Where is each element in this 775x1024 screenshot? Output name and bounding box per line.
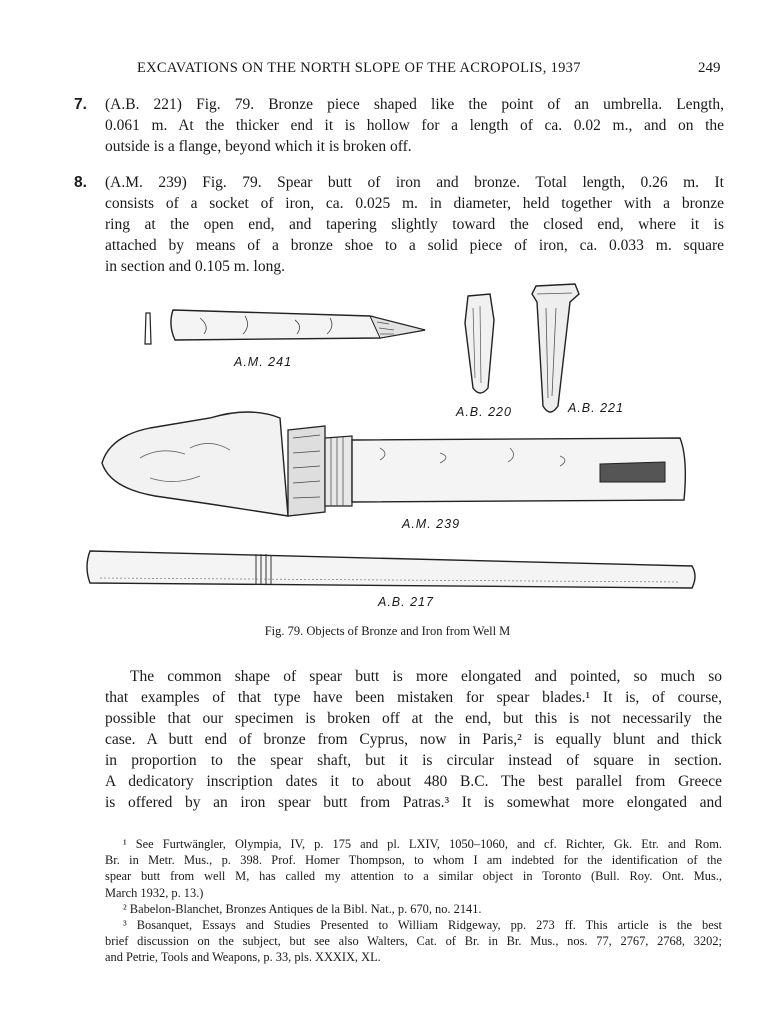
body-paragraph (105, 666, 722, 813)
footnote-line: ³ Bosanquet, Essays and Studies Presented to William Ridgeway, pp. 273 ff. This article is the best (123, 918, 722, 933)
page-number: 249 (698, 60, 721, 76)
text-line: attached by means of a bronze shoe to a solid piece of iron, ca. 0.033 m. square (105, 237, 724, 254)
figure-caption: Fig. 79. Objects of Bronze and Iron from Well M (264, 624, 511, 638)
figure-drawing (80, 278, 720, 608)
spear-butt-am239-drawing (102, 412, 685, 516)
text-line: possible that our specimen is broken off at the end, but this is not necessarily the (105, 710, 722, 727)
footnote-line: spear butt from well M, has called my attention to a similar object in Toronto (Bull. Roy. Ont. Mus., (105, 869, 722, 884)
rod-ab217-drawing (87, 551, 695, 588)
text-line: consists of a socket of iron, ca. 0.025 m. in diameter, held together with a bronze (105, 195, 724, 212)
text-line: is offered by an iron spear butt from Patras.³ It is somewhat more elongated and (105, 794, 722, 811)
item-number: 8. (74, 174, 87, 191)
text-line: in proportion to the spear shaft, but it is circular instead of square in section. (105, 752, 722, 769)
label-ab217: A.B. 217 (378, 595, 434, 608)
footnote-line: Br. in Metr. Mus., p. 398. Prof. Homer Thompson, to whom I am indebted for the identification of the (105, 853, 722, 868)
catalog-item-7 (74, 94, 724, 157)
footnote-line: March 1932, p. 13.) (105, 885, 204, 900)
footnote-line: brief discussion on the subject, but see also Walters, Cat. of Br. in Br. Mus., nos. 77, 2767, 2768, 3202; (105, 934, 722, 949)
footnote-line: ² Babelon-Blanchet, Bronzes Antiques de la Bibl. Nat., p. 670, no. 2141. (123, 901, 482, 916)
label-ab220: A.B. 220 (456, 405, 512, 419)
text-line: case. A butt end of bronze from Cyprus, now in Paris,² is equally blunt and thick (105, 731, 722, 748)
footnote-line: and Petrie, Tools and Weapons, p. 33, pls. XXXIX, XL. (105, 950, 381, 965)
text-line: (A.M. 239) Fig. 79. Spear butt of iron and bronze. Total length, 0.26 m. It (105, 174, 724, 191)
text-line: in section and 0.105 m. long. (105, 258, 285, 275)
catalog-item-8 (74, 172, 724, 277)
text-line: A dedicatory inscription dates it to about 480 B.C. The best parallel from Greece (105, 773, 722, 790)
text-line: The common shape of spear butt is more elongated and pointed, so much so (130, 668, 722, 685)
item-number: 7. (74, 96, 87, 113)
footnotes (105, 836, 722, 966)
text-line: 0.061 m. At the thicker end it is hollow for a length of ca. 0.02 m., and on the (105, 117, 724, 134)
label-ab221: A.B. 221 (568, 401, 624, 415)
piece-ab221-drawing (532, 284, 579, 412)
piece-ab220-drawing (465, 294, 494, 393)
item-text (105, 94, 724, 157)
knife-am241-drawing (171, 310, 425, 340)
text-line: ring at the open end, and tapering slightly toward the closed end, where it is (105, 216, 724, 233)
text-line: (A.B. 221) Fig. 79. Bronze piece shaped like the point of an umbrella. Length, (105, 96, 724, 113)
sliver-object-drawing (145, 313, 151, 344)
running-title: EXCAVATIONS ON THE NORTH SLOPE OF THE ACROPOLIS, 1937 (137, 60, 581, 76)
figure-79 (80, 278, 720, 608)
label-am241: A.M. 241 (234, 355, 293, 369)
running-header (0, 60, 775, 80)
text-line: outside is a flange, beyond which it is broken off. (105, 138, 412, 155)
footnote-line: ¹ See Furtwängler, Olympia, IV, p. 175 and pl. LXIV, 1050–1060, and cf. Richter, Gk. Etr. and Rom. (123, 837, 722, 851)
item-text (105, 172, 724, 277)
text-line: that examples of that type have been mistaken for spear blades.¹ It is, of course, (105, 689, 722, 706)
label-am239: A.M. 239 (402, 517, 461, 531)
